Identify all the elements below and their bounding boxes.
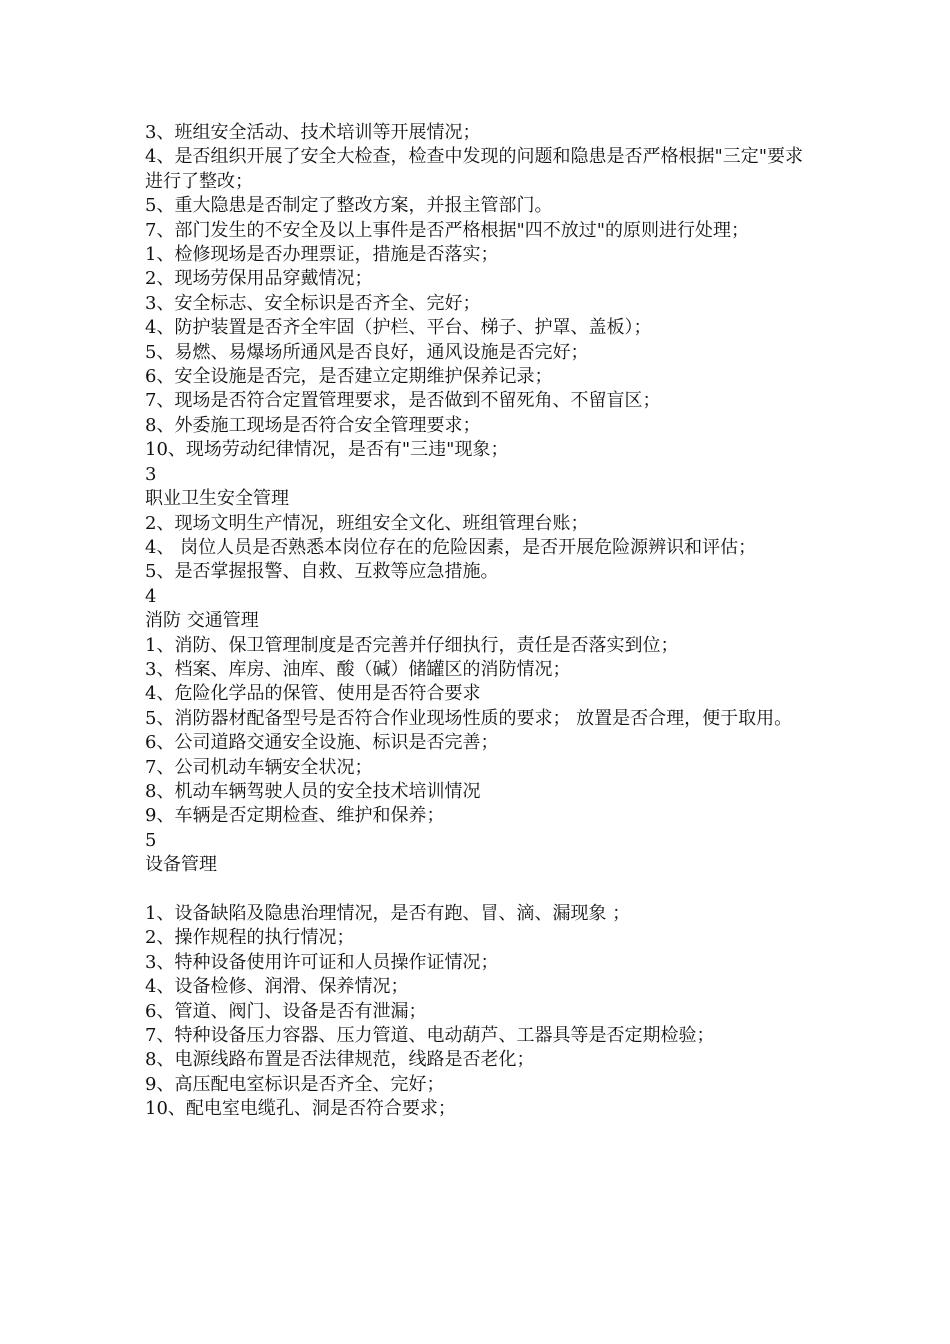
section-number: 5 (145, 829, 157, 851)
section-number: 3 (145, 463, 157, 485)
text-line: 3、档案、库房、油库、酸（碱）储罐区的消防情况； (145, 658, 571, 680)
text-line: 7、部门发生的不安全及以上事件是否严格根据"四不放过"的原则进行处理； (145, 219, 750, 241)
text-line: 6、公司道路交通安全设施、标识是否完善； (145, 732, 499, 754)
text-line: 8、机动车辆驾驶人员的安全技术培训情况 (145, 780, 481, 802)
text-line: 6、安全设施是否完，是否建立定期维护保养记录； (145, 366, 553, 388)
section-heading: 消防 交通管理 (145, 610, 259, 632)
text-line: 6、管道、阀门、设备是否有泄漏； (145, 1000, 427, 1022)
text-line: 3、班组安全活动、技术培训等开展情况； (145, 122, 481, 143)
text-line: 1、设备缺陷及隐患治理情况，是否有跑、冒、滴、漏现象 ； (145, 902, 631, 924)
text-line: 5、易燃、易爆场所通风是否良好，通风设施是否完好； (145, 341, 589, 363)
text-line: 5、是否掌握报警、自救、互救等应急措施。 (145, 561, 499, 583)
text-line: 7、现场是否符合定置管理要求，是否做到不留死角、不留盲区； (145, 390, 661, 412)
text-line: 2、操作规程的执行情况； (145, 927, 355, 949)
section-heading: 设备管理 (145, 854, 217, 876)
text-line: 10、现场劳动纪律情况，是否有"三违"现象； (145, 439, 509, 461)
section-number: 4 (145, 585, 157, 607)
text-line: 4、设备检修、润滑、保养情况； (145, 976, 409, 998)
text-line: 1、消防、保卫管理制度是否完善并仔细执行，责任是否落实到位； (145, 634, 679, 656)
document-body (145, 121, 820, 1122)
text-line: 4、 岗位人员是否熟悉本岗位存在的危险因素，是否开展危险源辨识和评估； (145, 536, 757, 558)
text-line: 4、是否组织开展了安全大检查，检查中发现的问题和隐患是否严格根据"三定"要求进行了整改； (145, 146, 804, 192)
text-line: 7、公司机动车辆安全状况； (145, 756, 373, 778)
text-line: 7、特种设备压力容器、压力管道、电动葫芦、工器具等是否定期检验； (145, 1025, 715, 1047)
blank-line (145, 878, 820, 902)
text-line: 8、外委施工现场是否符合安全管理要求； (145, 414, 481, 436)
text-line: 5、消防器材配备型号是否符合作业现场性质的要求； 放置是否合理，便于取用。 (145, 707, 793, 729)
text-line: 2、现场文明生产情况，班组安全文化、班组管理台账； (145, 512, 589, 534)
text-line: 3、特种设备使用许可证和人员操作证情况； (145, 951, 499, 973)
section-heading: 职业卫生安全管理 (145, 488, 289, 510)
text-line: 10、配电室电缆孔、洞是否符合要求； (145, 1098, 456, 1120)
text-line: 4、防护装置是否齐全牢固（护栏、平台、梯子、护罩、盖板）； (145, 317, 652, 339)
text-line: 1、检修现场是否办理票证，措施是否落实； (145, 244, 499, 266)
text-line: 9、车辆是否定期检查、维护和保养； (145, 805, 445, 827)
text-line: 9、高压配电室标识是否齐全、完好； (145, 1073, 445, 1095)
text-line: 8、电源线路布置是否法律规范，线路是否老化； (145, 1049, 535, 1071)
text-line: 3、安全标志、安全标识是否齐全、完好； (145, 292, 481, 314)
text-line: 2、现场劳保用品穿戴情况； (145, 268, 373, 290)
text-line: 4、危险化学品的保管、使用是否符合要求 (145, 683, 481, 705)
text-line: 5、重大隐患是否制定了整改方案，并报主管部门。 (145, 195, 553, 217)
